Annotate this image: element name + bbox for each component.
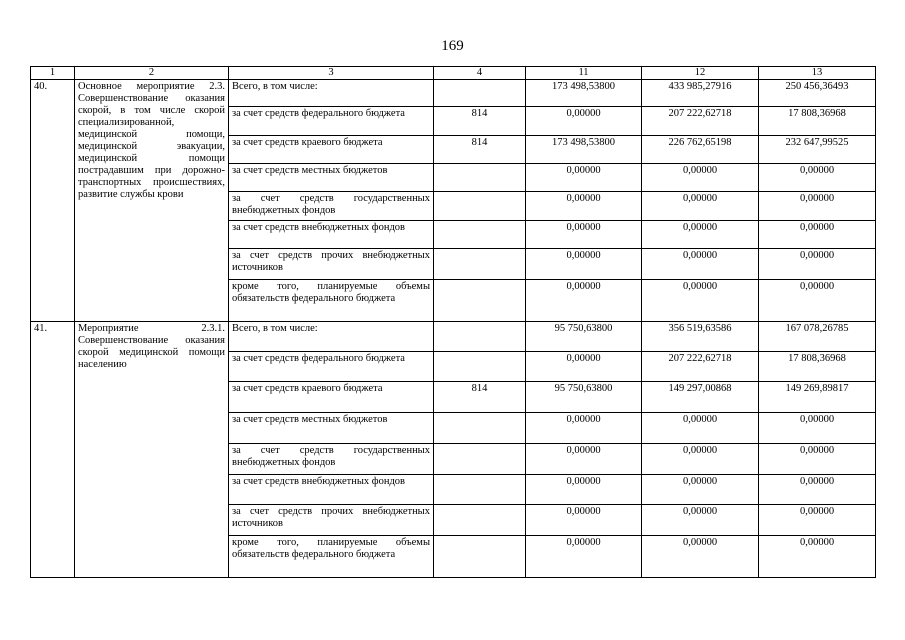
value-col-13: 232 647,99525	[759, 136, 876, 164]
table-row	[31, 80, 876, 107]
budget-code: 814	[434, 136, 526, 164]
column-header: 3	[229, 67, 434, 80]
value-col-12: 207 222,62718	[642, 107, 759, 136]
value-col-11: 173 498,53800	[526, 80, 642, 107]
funding-source-label: за счет средств государственных внебюджетных фондов	[229, 444, 434, 475]
value-col-12: 207 222,62718	[642, 352, 759, 382]
table-row	[31, 322, 876, 352]
funding-source-label: кроме того, планируемые объемы обязательств федерального бюджета	[229, 536, 434, 578]
funding-source-label: кроме того, планируемые объемы обязательств федерального бюджета	[229, 280, 434, 322]
value-col-12: 0,00000	[642, 536, 759, 578]
measure-name: Основное мероприятие 2.3. Совершенствование оказания скорой, в том числе скорой специализированной, медицинской помощи, медицинской эвакуации, медицинской помощи пострадавшим при дорожно-транспортных происшествиях, развитие службы крови	[75, 80, 229, 322]
value-col-11: 0,00000	[526, 475, 642, 505]
value-col-11: 0,00000	[526, 413, 642, 444]
value-col-11: 0,00000	[526, 536, 642, 578]
value-col-12: 0,00000	[642, 280, 759, 322]
value-col-13: 0,00000	[759, 475, 876, 505]
budget-code	[434, 536, 526, 578]
funding-source-label: Всего, в том числе:	[229, 80, 434, 107]
budget-code	[434, 164, 526, 192]
page-number: 169	[441, 38, 464, 54]
budget-code	[434, 280, 526, 322]
budget-code	[434, 475, 526, 505]
value-col-13: 0,00000	[759, 221, 876, 249]
value-col-12: 0,00000	[642, 413, 759, 444]
value-col-12: 433 985,27916	[642, 80, 759, 107]
budget-code	[434, 192, 526, 221]
budget-code	[434, 505, 526, 536]
value-col-13: 17 808,36968	[759, 107, 876, 136]
value-col-12: 0,00000	[642, 221, 759, 249]
column-header: 11	[526, 67, 642, 80]
budget-code	[434, 322, 526, 352]
funding-source-label: за счет средств местных бюджетов	[229, 413, 434, 444]
value-col-13: 149 269,89817	[759, 382, 876, 413]
funding-source-label: за счет средств местных бюджетов	[229, 164, 434, 192]
funding-source-label: за счет средств краевого бюджета	[229, 382, 434, 413]
value-col-11: 0,00000	[526, 249, 642, 280]
budget-table	[30, 66, 876, 578]
value-col-11: 0,00000	[526, 164, 642, 192]
row-number: 40.	[31, 80, 75, 322]
column-number-row	[31, 67, 876, 80]
funding-source-label: Всего, в том числе:	[229, 322, 434, 352]
value-col-11: 0,00000	[526, 280, 642, 322]
value-col-13: 0,00000	[759, 413, 876, 444]
budget-code	[434, 444, 526, 475]
value-col-12: 0,00000	[642, 475, 759, 505]
funding-source-label: за счет средств федерального бюджета	[229, 107, 434, 136]
funding-source-label: за счет средств государственных внебюджетных фондов	[229, 192, 434, 221]
funding-source-label: за счет средств внебюджетных фондов	[229, 475, 434, 505]
column-header: 1	[31, 67, 75, 80]
value-col-11: 0,00000	[526, 107, 642, 136]
budget-code	[434, 413, 526, 444]
funding-source-label: за счет средств прочих внебюджетных источников	[229, 249, 434, 280]
value-col-13: 0,00000	[759, 505, 876, 536]
column-header: 2	[75, 67, 229, 80]
value-col-13: 17 808,36968	[759, 352, 876, 382]
funding-source-label: за счет средств прочих внебюджетных источников	[229, 505, 434, 536]
value-col-11: 173 498,53800	[526, 136, 642, 164]
funding-source-label: за счет средств внебюджетных фондов	[229, 221, 434, 249]
measure-name: Мероприятие 2.3.1. Совершенствование оказания скорой медицинской помощи населению	[75, 322, 229, 578]
value-col-11: 0,00000	[526, 221, 642, 249]
value-col-11: 95 750,63800	[526, 322, 642, 352]
value-col-11: 0,00000	[526, 444, 642, 475]
column-header: 4	[434, 67, 526, 80]
column-header: 12	[642, 67, 759, 80]
value-col-13: 0,00000	[759, 444, 876, 475]
value-col-11: 0,00000	[526, 352, 642, 382]
value-col-12: 0,00000	[642, 505, 759, 536]
value-col-12: 226 762,65198	[642, 136, 759, 164]
budget-code: 814	[434, 107, 526, 136]
value-col-11: 95 750,63800	[526, 382, 642, 413]
value-col-13: 0,00000	[759, 164, 876, 192]
column-header: 13	[759, 67, 876, 80]
value-col-13: 250 456,36493	[759, 80, 876, 107]
value-col-11: 0,00000	[526, 192, 642, 221]
funding-source-label: за счет средств краевого бюджета	[229, 136, 434, 164]
value-col-12: 0,00000	[642, 164, 759, 192]
value-col-12: 149 297,00868	[642, 382, 759, 413]
value-col-12: 356 519,63586	[642, 322, 759, 352]
value-col-11: 0,00000	[526, 505, 642, 536]
budget-code	[434, 80, 526, 107]
value-col-13: 0,00000	[759, 280, 876, 322]
value-col-13: 0,00000	[759, 249, 876, 280]
value-col-12: 0,00000	[642, 192, 759, 221]
budget-code	[434, 221, 526, 249]
budget-code: 814	[434, 382, 526, 413]
value-col-12: 0,00000	[642, 249, 759, 280]
value-col-13: 0,00000	[759, 192, 876, 221]
value-col-13: 0,00000	[759, 536, 876, 578]
value-col-13: 167 078,26785	[759, 322, 876, 352]
value-col-12: 0,00000	[642, 444, 759, 475]
budget-code	[434, 352, 526, 382]
row-number: 41.	[31, 322, 75, 578]
funding-source-label: за счет средств федерального бюджета	[229, 352, 434, 382]
budget-code	[434, 249, 526, 280]
